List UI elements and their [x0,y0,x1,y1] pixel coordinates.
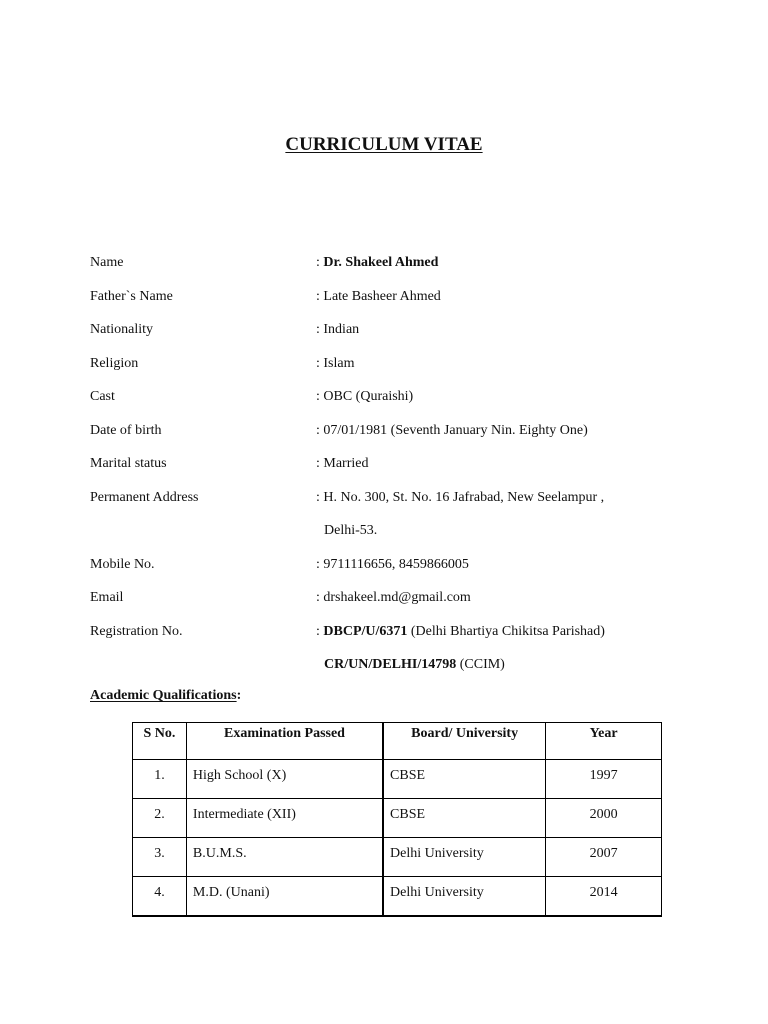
cell-board: Delhi University [383,838,546,877]
academic-heading-text: Academic Qualifications [90,688,237,703]
separator: : [316,322,320,337]
document-title: CURRICULUM VITAE [285,134,483,155]
detail-row-registration [90,622,710,656]
column-header-sno: S No. [133,723,187,760]
separator: : [316,556,320,572]
detail-value [316,588,471,608]
email-value: drshakeel.md@gmail.com [323,590,471,605]
name-value: Dr. Shakeel Ahmed [323,255,439,270]
detail-row-father [90,287,710,321]
registration-code-2: CR/UN/DELHI/14798 [324,657,457,672]
detail-row-registration-cont [90,655,710,689]
address-value-line2: Delhi-53. [324,523,378,538]
father-value: Late Basheer Ahmed [323,288,441,304]
detail-label: Name [90,255,124,270]
cell-sno: 1. [133,760,187,799]
separator: : [316,255,320,270]
detail-row-address-cont [90,521,710,555]
address-value: H. No. 300, St. No. 16 Jafrabad, New Seelampur , [323,489,605,505]
detail-row-mobile [90,555,710,589]
detail-row-email [90,588,710,622]
academic-heading [90,688,241,704]
separator: : [316,489,320,505]
cell-sno: 3. [133,838,187,877]
detail-row-dob [90,421,710,455]
personal-details [90,253,710,689]
column-header-exam: Examination Passed [186,723,383,760]
detail-label: Registration No. [90,623,183,639]
registration-desc-2: (CCIM) [459,657,505,672]
detail-value [316,421,588,441]
academic-heading-colon: : [236,688,242,703]
detail-value [316,253,438,273]
cell-sno: 4. [133,877,187,916]
separator: : [316,456,320,471]
cell-exam: B.U.M.S. [186,838,383,877]
separator: : [316,623,320,639]
detail-label: Cast [90,389,115,404]
table-header-row [133,723,662,760]
detail-value [316,354,355,374]
detail-row-name [90,253,710,287]
detail-label: Email [90,590,124,605]
detail-value [316,387,413,407]
detail-row-marital [90,454,710,488]
cell-exam: Intermediate (XII) [186,799,383,838]
cast-value: OBC (Quraishi) [323,389,414,404]
dob-value: 07/01/1981 (Seventh January Nin. Eighty One) [323,422,588,438]
detail-row-nationality [90,320,710,354]
detail-label: Father`s Name [90,288,173,304]
cell-year: 2007 [546,838,662,877]
cell-year: 1997 [546,760,662,799]
column-header-board: Board/ University [383,723,546,760]
separator: : [316,422,320,438]
detail-label: Date of birth [90,422,162,438]
table-row [133,838,662,877]
detail-label: Permanent Address [90,489,199,505]
column-header-year: Year [546,723,662,760]
detail-value [316,555,469,575]
cell-exam: High School (X) [186,760,383,799]
detail-value [316,454,368,474]
detail-label: Marital status [90,456,167,471]
separator: : [316,288,320,304]
registration-desc-1: (Delhi Bhartiya Chikitsa Parishad) [410,623,605,639]
detail-label: Religion [90,355,139,371]
detail-row-religion [90,354,710,388]
detail-value [316,287,441,307]
separator: : [316,389,320,404]
cell-year: 2000 [546,799,662,838]
separator: : [316,355,320,371]
detail-value [316,622,605,642]
religion-value: Islam [323,355,355,371]
academic-qualifications-table [132,722,662,917]
cell-sno: 2. [133,799,187,838]
cell-board: Delhi University [383,877,546,916]
detail-row-address [90,488,710,522]
cell-year: 2014 [546,877,662,916]
detail-value [324,655,505,675]
cell-board: CBSE [383,799,546,838]
detail-label: Mobile No. [90,556,155,572]
detail-label: Nationality [90,322,153,337]
mobile-value: 9711116656, 8459866005 [323,556,469,572]
table-row [133,760,662,799]
registration-code-1: DBCP/U/6371 [323,623,408,639]
nationality-value: Indian [323,322,360,337]
detail-value [316,488,604,508]
detail-value [316,320,359,340]
marital-value: Married [323,456,369,471]
separator: : [316,590,320,605]
table-row [133,877,662,916]
detail-row-cast [90,387,710,421]
cell-exam: M.D. (Unani) [186,877,383,916]
table-row [133,799,662,838]
cell-board: CBSE [383,760,546,799]
